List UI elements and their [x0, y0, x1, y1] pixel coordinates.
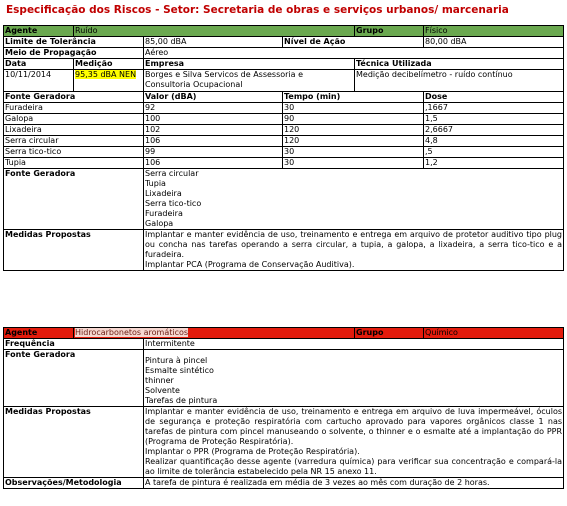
technique-label: Técnica Utilizada: [355, 59, 564, 70]
measures-label: Medidas Propostas: [4, 407, 144, 478]
list-item: Galopa: [145, 219, 174, 228]
value-cell: 92: [144, 103, 283, 114]
agent-label: Agente: [4, 328, 74, 339]
measurement-cell: [74, 70, 144, 92]
list-item: Serra tico-tico: [145, 199, 202, 208]
dose-cell: 2,6667: [424, 125, 564, 136]
source-list-row: [4, 350, 564, 407]
table-row: [4, 114, 564, 125]
agent-row: [4, 26, 564, 37]
list-item: Furadeira: [145, 209, 183, 218]
source-header-row: [4, 92, 564, 103]
risk-table-noise: [3, 25, 564, 271]
table-row: [4, 158, 564, 169]
source-list-row: [4, 169, 564, 230]
measure-paragraph: Implantar PCA (Programa de Conservação Auditiva).: [145, 260, 355, 269]
dose-cell: ,1667: [424, 103, 564, 114]
time-cell: 30: [283, 147, 424, 158]
page-title: Especificação dos Riscos - Setor: Secretaria de obras e serviços urbanos/ marcenaria: [6, 4, 509, 16]
agent-label: Agente: [4, 26, 74, 37]
observations-row: [4, 478, 564, 489]
technique-value: Medição decibelímetro - ruído contínuo: [355, 70, 564, 92]
time-cell: 90: [283, 114, 424, 125]
company-label: Empresa: [144, 59, 355, 70]
list-item: Pintura à pincel: [145, 356, 208, 365]
value-cell: 99: [144, 147, 283, 158]
frequency-value: Intermitente: [144, 339, 564, 350]
source-cell: Tupia: [4, 158, 144, 169]
measures-text: [144, 230, 564, 271]
table-row: [4, 136, 564, 147]
group-label: Grupo: [355, 26, 424, 37]
dose-cell: 1,5: [424, 114, 564, 125]
value-col-header: Valor (dBA): [144, 92, 283, 103]
propagation-row: [4, 48, 564, 59]
date-value: 10/11/2014: [4, 70, 74, 92]
time-cell: 120: [283, 125, 424, 136]
agent-cell: [74, 328, 355, 339]
dose-cell: 1,2: [424, 158, 564, 169]
measure-paragraph: Implantar e manter evidência de uso, treinamento e entrega em arquivo de protetor auditivo tipo plug ou concha nas tarefas operando a serra circular, a tupia, a galopa, a lixadeira, a serra tico-tico e a furadeira.: [145, 230, 563, 259]
table-row: [4, 147, 564, 158]
time-cell: 120: [283, 136, 424, 147]
measures-text: [144, 407, 564, 478]
list-item: Tupia: [145, 179, 166, 188]
list-item: Serra circular: [145, 169, 199, 178]
measurement-header-row: [4, 59, 564, 70]
company-line-1: Borges e Silva Servicos de Assessoria e: [145, 70, 304, 79]
measures-label: Medidas Propostas: [4, 230, 144, 271]
agent-value: Hidrocarbonetos aromáticos: [75, 328, 189, 337]
measure-paragraph: Realizar quantificação desse agente (varredura química) para verificar sua concentração e compará-la ao limite de tolerância estabelecido pela NR 15 anexo 11.: [145, 457, 563, 476]
source-list: [144, 169, 564, 230]
value-cell: 106: [144, 158, 283, 169]
list-item: thinner: [145, 376, 174, 385]
dose-cell: 4,8: [424, 136, 564, 147]
source-cell: Furadeira: [4, 103, 144, 114]
list-item: Lixadeira: [145, 189, 182, 198]
source-cell: Serra tico-tico: [4, 147, 144, 158]
dose-col-header: Dose: [424, 92, 564, 103]
list-item: Tarefas de pintura: [145, 396, 218, 405]
value-cell: 100: [144, 114, 283, 125]
limit-value: 85,00 dBA: [144, 37, 283, 48]
measure-paragraph: Implantar o PPR (Programa de Proteção Respiratória).: [145, 447, 360, 456]
frequency-label: Frequência: [4, 339, 144, 350]
group-value: Químico: [424, 328, 564, 339]
company-value: [144, 70, 355, 92]
date-label: Data: [4, 59, 74, 70]
propagation-value: Aéreo: [144, 48, 564, 59]
measurement-label: Medição: [74, 59, 144, 70]
group-value: Físico: [424, 26, 564, 37]
measures-row: [4, 230, 564, 271]
action-level-label: Nível de Ação: [283, 37, 424, 48]
time-cell: 30: [283, 103, 424, 114]
risk-table-chemical: [3, 327, 564, 489]
agent-row: [4, 328, 564, 339]
table-row: [4, 103, 564, 114]
observations-label: Observações/Metodologia: [4, 478, 144, 489]
action-level-value: 80,00 dBA: [424, 37, 564, 48]
agent-value: Ruído: [74, 26, 355, 37]
source-list: [144, 350, 564, 407]
value-cell: 102: [144, 125, 283, 136]
source-cell: Lixadeira: [4, 125, 144, 136]
measures-row: [4, 407, 564, 478]
source-cell: Serra circular: [4, 136, 144, 147]
frequency-row: [4, 339, 564, 350]
time-col-header: Tempo (min): [283, 92, 424, 103]
measure-paragraph: Implantar e manter evidência de uso, treinamento e entrega em arquivo de luva impermeável, óculos de segurança e proteção respiratória com cartucho aprovado para vapores orgânicos classe 1 nas tarefas de pintura com pincel manuseando o solvente, o thinner e o esmalte até a implantação do PPR (Programa de Proteção Respiratória).: [145, 407, 563, 446]
source-cell: Galopa: [4, 114, 144, 125]
company-line-2: Consultoria Ocupacional: [145, 80, 243, 89]
time-cell: 30: [283, 158, 424, 169]
value-cell: 106: [144, 136, 283, 147]
table-row: [4, 125, 564, 136]
group-label: Grupo: [355, 328, 424, 339]
source-col-header: Fonte Geradora: [4, 92, 144, 103]
propagation-label: Meio de Propagação: [4, 48, 144, 59]
limit-row: [4, 37, 564, 48]
measurement-value: 95,35 dBA NEN: [75, 70, 137, 79]
measurement-row: [4, 70, 564, 92]
dose-cell: ,5: [424, 147, 564, 158]
source-list-label: Fonte Geradora: [4, 350, 144, 407]
list-item: Esmalte sintético: [145, 366, 214, 375]
observations-value: A tarefa de pintura é realizada em média de 3 vezes ao mês com duração de 2 horas.: [144, 478, 564, 489]
limit-label: Limite de Tolerância: [4, 37, 144, 48]
source-list-label: Fonte Geradora: [4, 169, 144, 230]
list-item: Solvente: [145, 386, 180, 395]
